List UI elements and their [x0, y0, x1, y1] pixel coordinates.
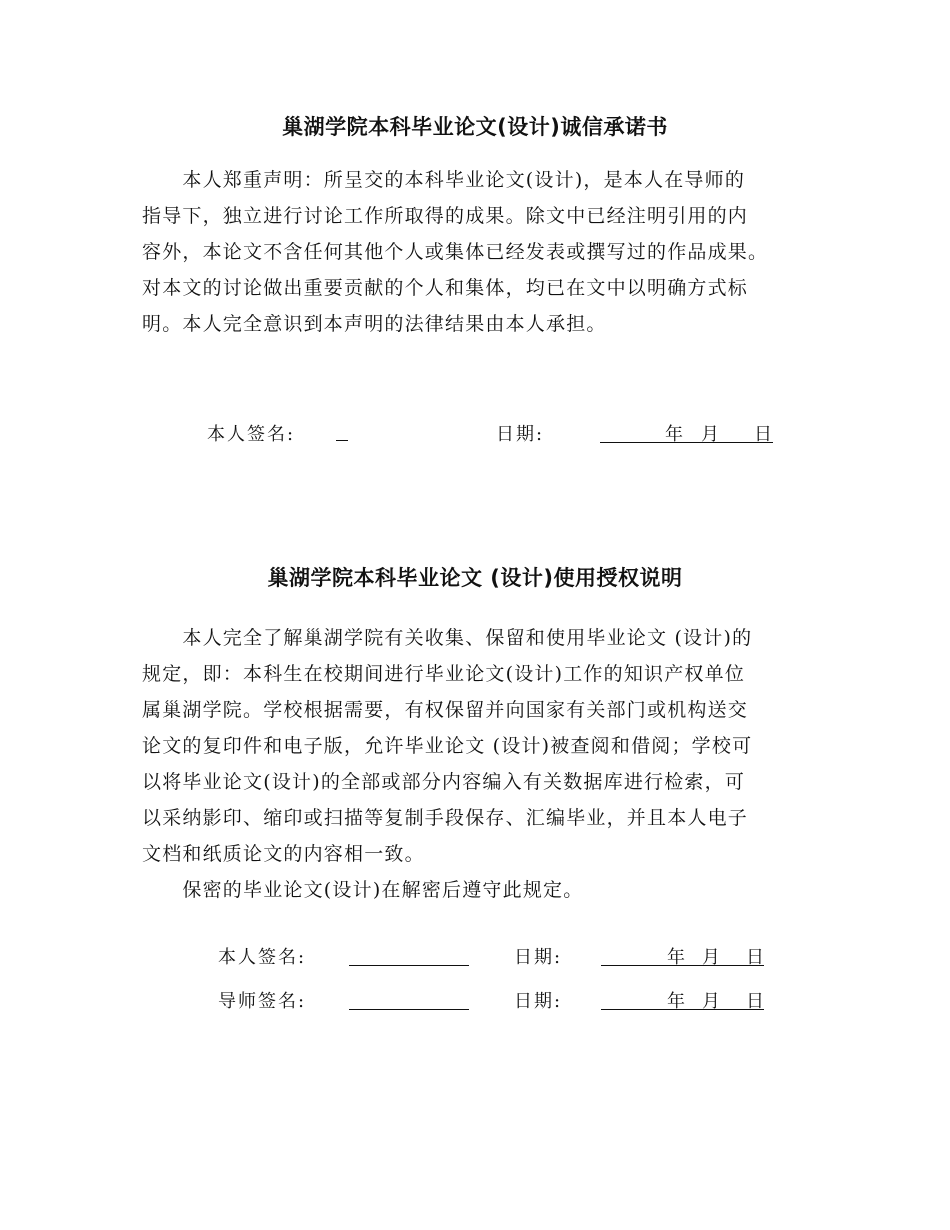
integrity-paragraph: [142, 162, 812, 342]
authorization-line: 属巢湖学院。学校根据需要，有权保留并向国家有关部门或机构送交: [142, 699, 749, 721]
signature-field[interactable]: [349, 1009, 469, 1010]
authorization-title: 巢湖学院本科毕业论文 (设计)使用授权说明: [267, 566, 683, 590]
integrity-line: 明。本人完全意识到本声明的法律结果由本人承担。: [142, 313, 607, 335]
date-day: 日: [746, 991, 766, 1012]
date-year: 年: [667, 947, 687, 968]
signature-field[interactable]: [336, 440, 348, 441]
integrity-signature-row: [0, 420, 950, 450]
signature-field[interactable]: [349, 965, 469, 966]
authorization-paragraph: [142, 620, 812, 908]
signature-label: 本人签名:: [218, 947, 307, 968]
integrity-line: 指导下，独立进行讨论工作所取得的成果。除文中已经注明引用的内: [142, 205, 749, 227]
integrity-line: 容外，本论文不含任何其他个人或集体已经发表或撰写过的作品成果。: [142, 241, 769, 263]
author-signature-row: [0, 943, 950, 973]
authorization-line: 以采纳影印、缩印或扫描等复制手段保存、汇编毕业，并且本人电子: [142, 807, 749, 829]
date-month: 月: [702, 947, 722, 968]
date-year: 年: [667, 991, 687, 1012]
authorization-line: 本人完全了解巢湖学院有关收集、保留和使用毕业论文 (设计)的: [142, 627, 753, 649]
authorization-line: 保密的毕业论文(设计)在解密后遵守此规定。: [142, 879, 584, 901]
date-day: 日: [746, 947, 766, 968]
signature-label: 导师签名:: [218, 991, 307, 1012]
integrity-line: 对本文的讨论做出重要贡献的个人和集体，均已在文中以明确方式标: [142, 277, 749, 299]
authorization-line: 以将毕业论文(设计)的全部或部分内容编入有关数据库进行检索，可: [142, 771, 746, 793]
integrity-line: 本人郑重声明：所呈交的本科毕业论文(设计)，是本人在导师的: [142, 169, 746, 191]
advisor-signature-row: [0, 987, 950, 1017]
authorization-line: 文档和纸质论文的内容相一致。: [142, 843, 425, 865]
signature-label: 本人签名:: [207, 424, 296, 445]
date-month: 月: [701, 424, 721, 445]
date-label: 日期:: [514, 947, 563, 968]
date-label: 日期:: [496, 424, 545, 445]
authorization-line: 论文的复印件和电子版，允许毕业论文 (设计)被查阅和借阅；学校可: [142, 735, 753, 757]
date-month: 月: [702, 991, 722, 1012]
date-label: 日期:: [514, 991, 563, 1012]
date-field[interactable]: [600, 442, 773, 443]
authorization-line: 规定，即：本科生在校期间进行毕业论文(设计)工作的知识产权单位: [142, 663, 746, 685]
date-year: 年: [665, 424, 685, 445]
integrity-title: 巢湖学院本科毕业论文(设计)诚信承诺书: [282, 115, 668, 139]
date-day: 日: [754, 424, 774, 445]
